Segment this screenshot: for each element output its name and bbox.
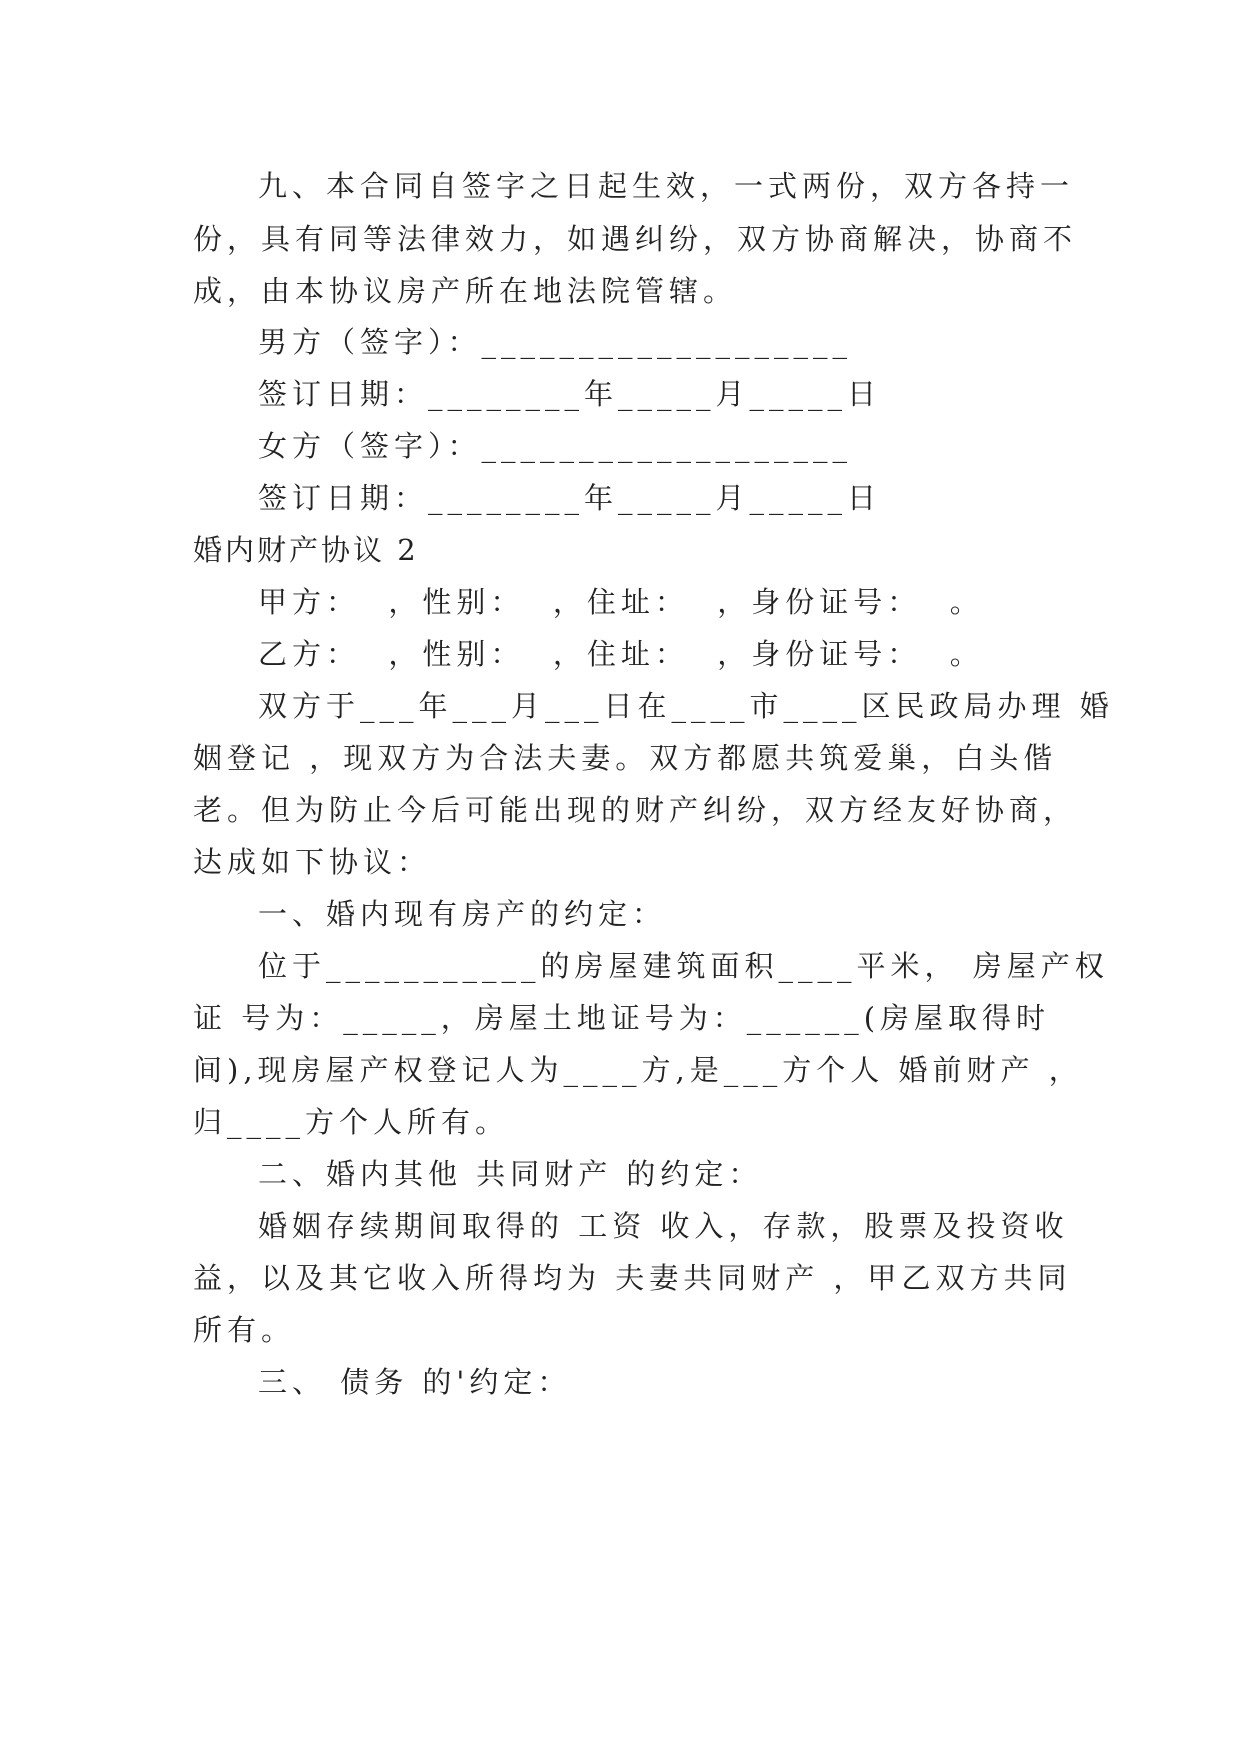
clause-nine-line-1: 九、本合同自签字之日起生效，一式两份，双方各持一	[258, 169, 1075, 203]
clause-nine-line-3: 成，由本协议房产所在地法院管辖。	[193, 274, 738, 308]
party-a-line: 甲方： ，性别： ，住址： ，身份证号： 。	[258, 585, 984, 619]
female-signature-line: 女方（签字）：___________________	[258, 429, 853, 463]
section-one-line-1: 位于___________的房屋建筑面积____平米， 房屋产权	[258, 949, 1109, 983]
section-one-line-4: 归____方个人所有。	[193, 1105, 510, 1139]
agreement-title: 婚内财产协议 2	[193, 533, 419, 567]
section-two-line-2: 益，以及其它收入所得均为 夫妻共同财产 ，甲乙双方共同	[193, 1261, 1072, 1295]
preamble-line-3: 老。但为防止今后可能出现的财产纠纷，双方经友好协商，	[193, 793, 1078, 827]
section-one-heading: 一、婚内现有房产的约定：	[258, 897, 667, 931]
section-one-line-3: 间),现房屋产权登记人为____方,是___方个人 婚前财产 ，	[193, 1053, 1083, 1087]
male-signature-line: 男方（签字）：___________________	[258, 325, 853, 359]
male-sign-date-line: 签订日期：________年_____月_____日	[258, 377, 882, 411]
clause-nine-line-2: 份，具有同等法律效力，如遇纠纷，双方协商解决，协商不	[193, 222, 1078, 256]
section-one-line-2: 证 号为：_____，房屋土地证号为：______(房屋取得时	[193, 1001, 1051, 1035]
section-two-line-3: 所有。	[193, 1313, 296, 1347]
section-three-heading: 三、 债务 的'约定：	[258, 1365, 572, 1399]
preamble-line-1: 双方于___年___月___日在____市____区民政局办理 婚	[258, 689, 1114, 723]
party-b-line: 乙方： ，性别： ，住址： ，身份证号： 。	[258, 637, 984, 671]
section-two-heading: 二、婚内其他 共同财产 的约定：	[258, 1157, 763, 1191]
female-sign-date-line: 签订日期：________年_____月_____日	[258, 481, 882, 515]
section-two-line-1: 婚姻存续期间取得的 工资 收入，存款，股票及投资收	[258, 1209, 1069, 1243]
preamble-line-2: 姻登记 ，现双方为合法夫妻。双方都愿共筑爱巢，白头偕	[193, 741, 1058, 775]
preamble-line-4: 达成如下协议：	[193, 845, 432, 879]
